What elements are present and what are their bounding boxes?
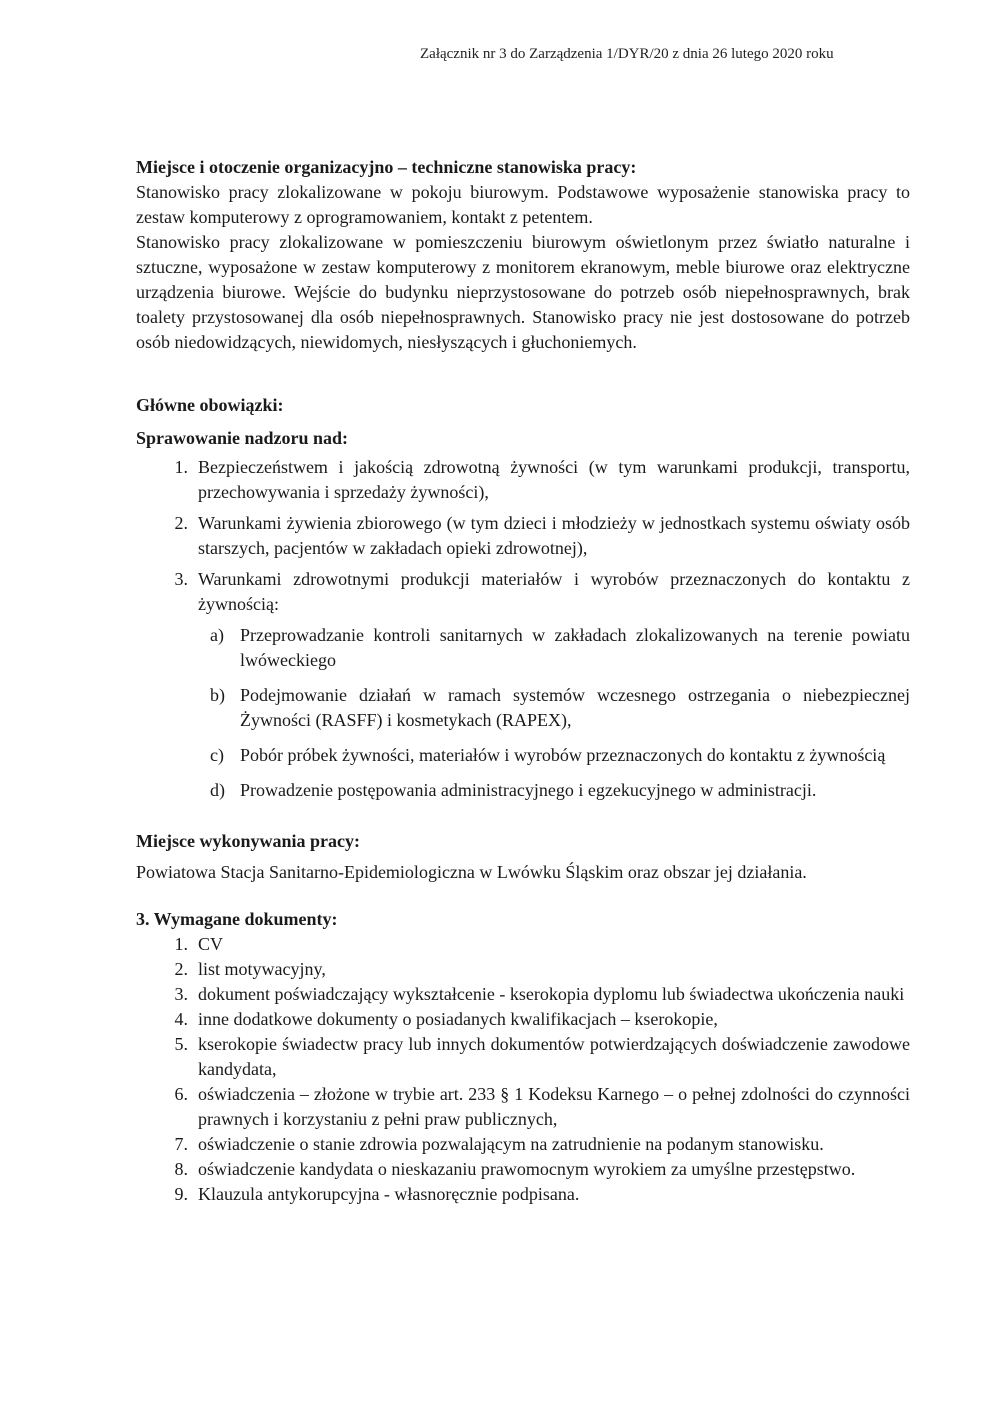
duties-list [136,455,910,803]
document-body [136,155,910,1207]
list-item-text: CV [198,934,224,954]
list-item [136,1082,910,1132]
duties-title: Główne obowiązki: [136,395,284,415]
sublist-item [198,683,910,733]
list-item-number: 1. [174,457,188,477]
list-item-number: 1. [174,934,188,954]
duties-sublist [198,623,910,803]
workplace-section [136,155,910,355]
sublist-item-letter: a) [210,625,224,645]
list-item-text: oświadczenia – złożone w trybie art. 233 § 1 Kodeksu Karnego – o pełnej zdolności do czynności prawnych i korzystaniu z pełni praw publicznych, [198,1084,910,1129]
workplace-location-title: Miejsce wykonywania pracy: [136,831,360,851]
list-item-number: 9. [174,1184,188,1204]
workplace-paragraph-1: Stanowisko pracy zlokalizowane w pokoju biurowym. Podstawowe wyposażenie stanowiska pracy to zestaw komputerowy z oprogramowaniem, kontakt z petentem. [136,182,910,227]
list-item [136,455,910,505]
list-item [136,1182,910,1207]
list-item-number: 3. [174,569,188,589]
list-item-number: 5. [174,1034,188,1054]
list-item [136,932,910,957]
list-item-text: oświadczenie o stanie zdrowia pozwalającym na zatrudnienie na podanym stanowisku. [198,1134,824,1154]
sublist-item-letter: c) [210,745,224,765]
required-documents-list [136,932,910,1207]
sublist-item [198,743,910,768]
list-item-number: 2. [174,959,188,979]
list-item-number: 3. [174,984,188,1004]
list-item [136,957,910,982]
list-item-text: Bezpieczeństwem i jakością zdrowotną żywności (w tym warunkami produkcji, transportu, przechowywania i sprzedaży żywności), [198,457,910,502]
list-item-text: Warunkami zdrowotnymi produkcji materiałów i wyrobów przeznaczonych do kontaktu z żywnością: [198,569,910,614]
sublist-item-letter: b) [210,685,225,705]
list-item-text: list motywacyjny, [198,959,326,979]
sublist-item-text: Prowadzenie postępowania administracyjnego i egzekucyjnego w administracji. [240,780,817,800]
list-item [136,511,910,561]
workplace-location-section [136,829,910,885]
list-item-text: Klauzula antykorupcyjna - własnoręcznie podpisana. [198,1184,580,1204]
list-item-number: 4. [174,1009,188,1029]
sublist-item-text: Podejmowanie działań w ramach systemów wczesnego ostrzegania o niebezpiecznej Żywności (RASFF) i kosmetykach (RAPEX), [240,685,910,730]
list-item-text: Warunkami żywienia zbiorowego (w tym dzieci i młodzieży w jednostkach systemu oświaty osób starszych, pacjentów w zakładach opieki zdrowotnej), [198,513,910,558]
sublist-item-text: Pobór próbek żywności, materiałów i wyrobów przeznaczonych do kontaktu z żywnością [240,745,886,765]
sublist-item [198,778,910,803]
list-item [136,1132,910,1157]
required-documents-title: 3. Wymagane dokumenty: [136,909,338,929]
duties-section [136,393,910,803]
workplace-title: Miejsce i otoczenie organizacyjno – techniczne stanowiska pracy: [136,157,637,177]
duties-subtitle: Sprawowanie nadzoru nad: [136,428,349,448]
list-item-number: 6. [174,1084,188,1104]
list-item [136,567,910,803]
list-item-text: dokument poświadczający wykształcenie - kserokopia dyplomu lub świadectwa ukończenia nauki [198,984,905,1004]
list-item-number: 7. [174,1134,188,1154]
workplace-paragraph-2: Stanowisko pracy zlokalizowane w pomieszczeniu biurowym oświetlonym przez światło naturalne i sztuczne, wyposażone w zestaw komputerowy z monitorem ekranowym, meble biurowe oraz elektryczne urządzenia biurowe. Wejście do budynku nieprzystosowane do potrzeb osób niepełnosprawnych, brak toalety przystosowanej dla osób niepełnosprawnych. Stanowisko pracy nie jest dostosowane do potrzeb osób niedowidzących, niewidomych, niesłyszących i głuchoniemych. [136,232,910,352]
annex-header: Załącznik nr 3 do Zarządzenia 1/DYR/20 z dnia 26 lutego 2020 roku [420,46,834,62]
required-documents-section [136,907,910,1207]
list-item [136,1157,910,1182]
sublist-item-text: Przeprowadzanie kontroli sanitarnych w zakładach zlokalizowanych na terenie powiatu lwóweckiego [240,625,910,670]
workplace-location-text: Powiatowa Stacja Sanitarno-Epidemiologiczna w Lwówku Śląskim oraz obszar jej działania. [136,862,807,882]
list-item-text: kserokopie świadectw pracy lub innych dokumentów potwierdzających doświadczenie zawodowe kandydata, [198,1034,910,1079]
sublist-item-letter: d) [210,780,225,800]
list-item-number: 2. [174,513,188,533]
list-item-text: oświadczenie kandydata o nieskazaniu prawomocnym wyrokiem za umyślne przestępstwo. [198,1159,856,1179]
list-item [136,1032,910,1082]
list-item [136,1007,910,1032]
list-item [136,982,910,1007]
list-item-number: 8. [174,1159,188,1179]
list-item-text: inne dodatkowe dokumenty o posiadanych kwalifikacjach – kserokopie, [198,1009,718,1029]
sublist-item [198,623,910,673]
